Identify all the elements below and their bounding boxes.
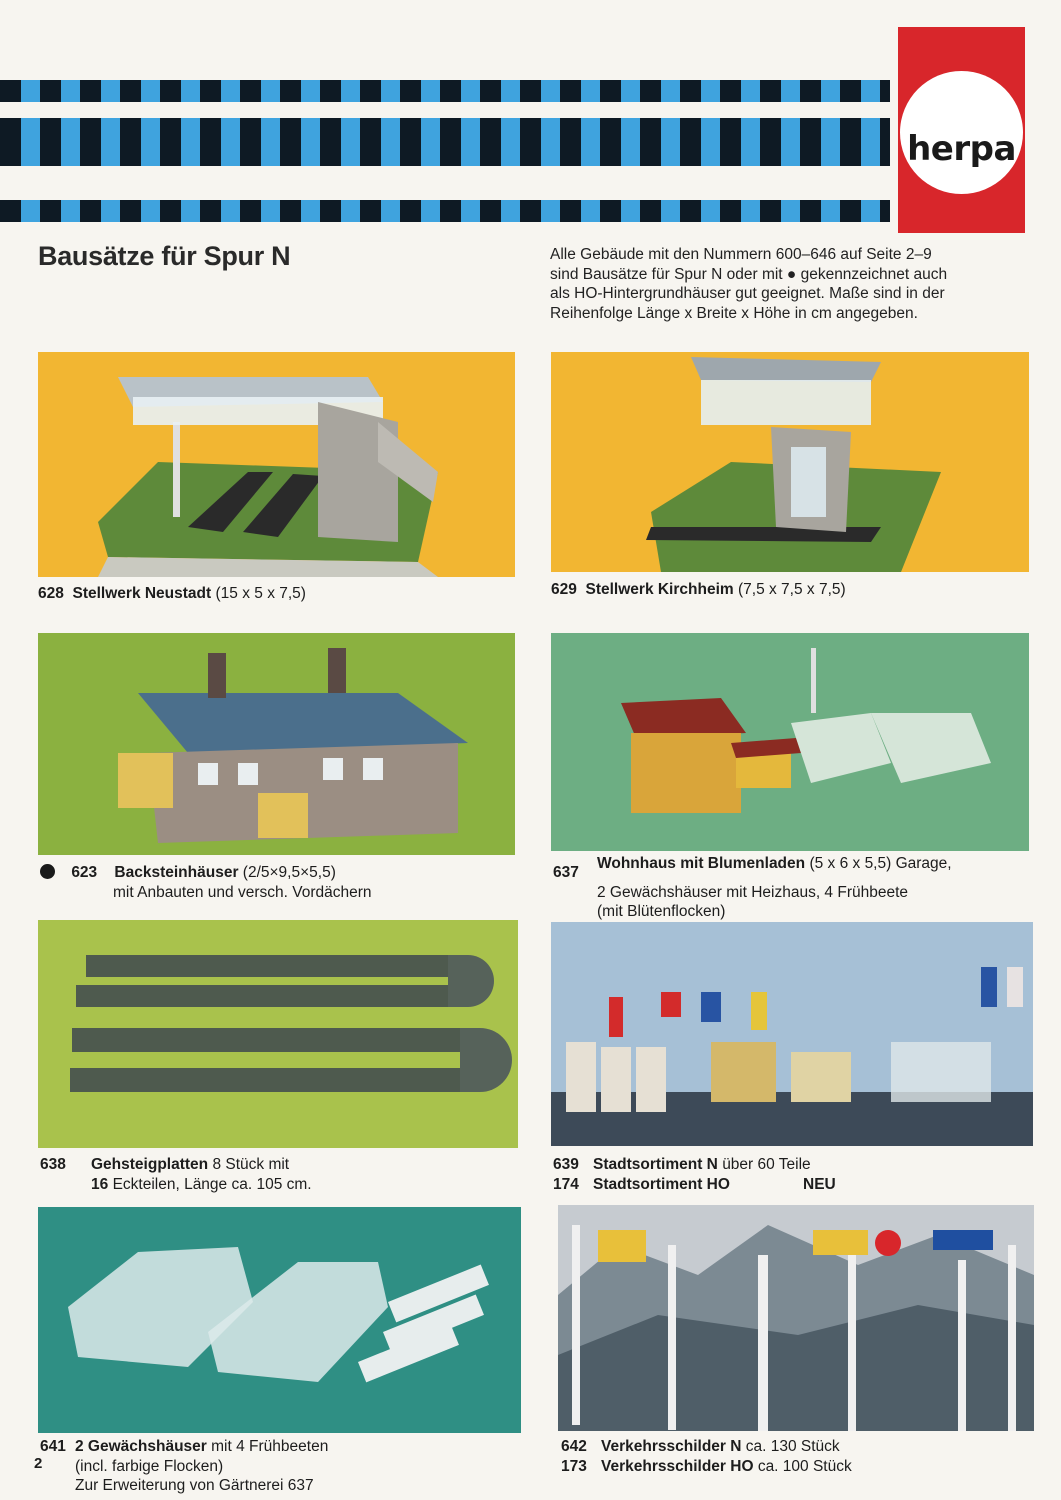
product-line2: mit Anbauten und versch. Vordächern (113, 883, 372, 901)
product-line3: Zur Erweiterung von Gärtnerei 637 (75, 1477, 314, 1494)
product-no: 642 (561, 1438, 587, 1455)
stripe-band-middle (0, 118, 890, 166)
intro-line: als HO-Hintergrundhäuser gut geeignet. Maße sind in der (550, 285, 945, 302)
product-no: 628 (38, 585, 64, 602)
photo-wohnhaus-blumenladen (551, 633, 1029, 851)
product-line2: (incl. farbige Flocken) (75, 1457, 224, 1475)
product-name: Backsteinhäuser (114, 864, 239, 881)
caption-637 (553, 854, 952, 922)
intro-text (550, 245, 1030, 323)
product-rest: ca. 130 Stück (745, 1438, 840, 1455)
product-name: 2 Gewächshäuser (75, 1438, 207, 1455)
new-badge: NEU (803, 1175, 836, 1193)
product-no: 637 (553, 864, 579, 881)
product-line2: 2 Gewächshäuser mit Heizhaus, 4 Frühbeete (597, 883, 909, 901)
photo-stellwerk-kirchheim (551, 352, 1029, 572)
page-title: Bausätze für Spur N (38, 241, 291, 271)
product-name: Stadtsortiment N (593, 1156, 718, 1173)
caption-642 (561, 1437, 852, 1476)
intro-line: Alle Gebäude mit den Nummern 600–646 auf Seite 2–9 (550, 246, 932, 263)
caption-623 (40, 863, 372, 902)
product-no: 629 (551, 581, 577, 598)
caption-641 (40, 1437, 328, 1496)
photo-stadtsortiment (551, 922, 1033, 1146)
product-name-2: Stadtsortiment HO (593, 1175, 730, 1193)
logo-text: herpa (907, 129, 1016, 169)
stripe-band-bottom (0, 200, 890, 222)
product-rest: über 60 Teile (722, 1156, 811, 1173)
product-rest: 8 Stück mit (212, 1156, 290, 1173)
photo-backsteinhaeuser (38, 633, 515, 855)
product-line2-bold: 16 (91, 1175, 109, 1193)
product-name: Stellwerk Kirchheim (585, 581, 734, 598)
caption-629 (551, 580, 846, 600)
photo-stellwerk-neustadt (38, 352, 515, 577)
page-number: 2 (34, 1455, 43, 1472)
photo-verkehrsschilder (558, 1205, 1034, 1431)
product-name: Wohnhaus mit Blumenladen (597, 855, 806, 872)
caption-628 (38, 584, 306, 604)
photo-gehsteigplatten (38, 920, 518, 1148)
product-no: 638 (40, 1156, 66, 1173)
product-rest: mit 4 Frühbeeten (211, 1438, 329, 1455)
product-no-2: 174 (553, 1175, 579, 1193)
product-dims: (5 x 6 x 5,5) Garage, (809, 855, 952, 872)
product-name: Verkehrsschilder N (601, 1438, 742, 1455)
product-dims: (15 x 5 x 7,5) (215, 585, 306, 602)
caption-638 (40, 1155, 312, 1194)
product-no-2: 173 (561, 1457, 587, 1475)
product-no: 639 (553, 1156, 579, 1173)
caption-639 (553, 1155, 836, 1194)
product-name: Gehsteigplatten (91, 1156, 209, 1173)
stripe-band-top (0, 80, 890, 102)
intro-line: sind Bausätze für Spur N oder mit ● gekennzeichnet auch (550, 265, 948, 283)
product-rest-2: ca. 100 Stück (757, 1457, 852, 1475)
product-line3: (mit Blütenflocken) (597, 903, 726, 920)
product-dims: (7,5 x 7,5 x 7,5) (737, 581, 846, 598)
intro-line: Reihenfolge Länge x Breite x Höhe in cm angegeben. (550, 304, 918, 322)
suitability-dot-icon (40, 864, 55, 879)
photo-gewaechshaeuser (38, 1207, 521, 1433)
product-name-2: Verkehrsschilder HO (601, 1457, 754, 1475)
product-dims: (2/5×9,5×5,5) (242, 864, 336, 881)
herpa-logo (898, 27, 1025, 233)
product-line2: Eckteilen, Länge ca. 105 cm. (112, 1175, 312, 1193)
product-no: 623 (71, 864, 98, 881)
product-no: 641 (40, 1438, 66, 1455)
product-name: Stellwerk Neustadt (72, 585, 212, 602)
